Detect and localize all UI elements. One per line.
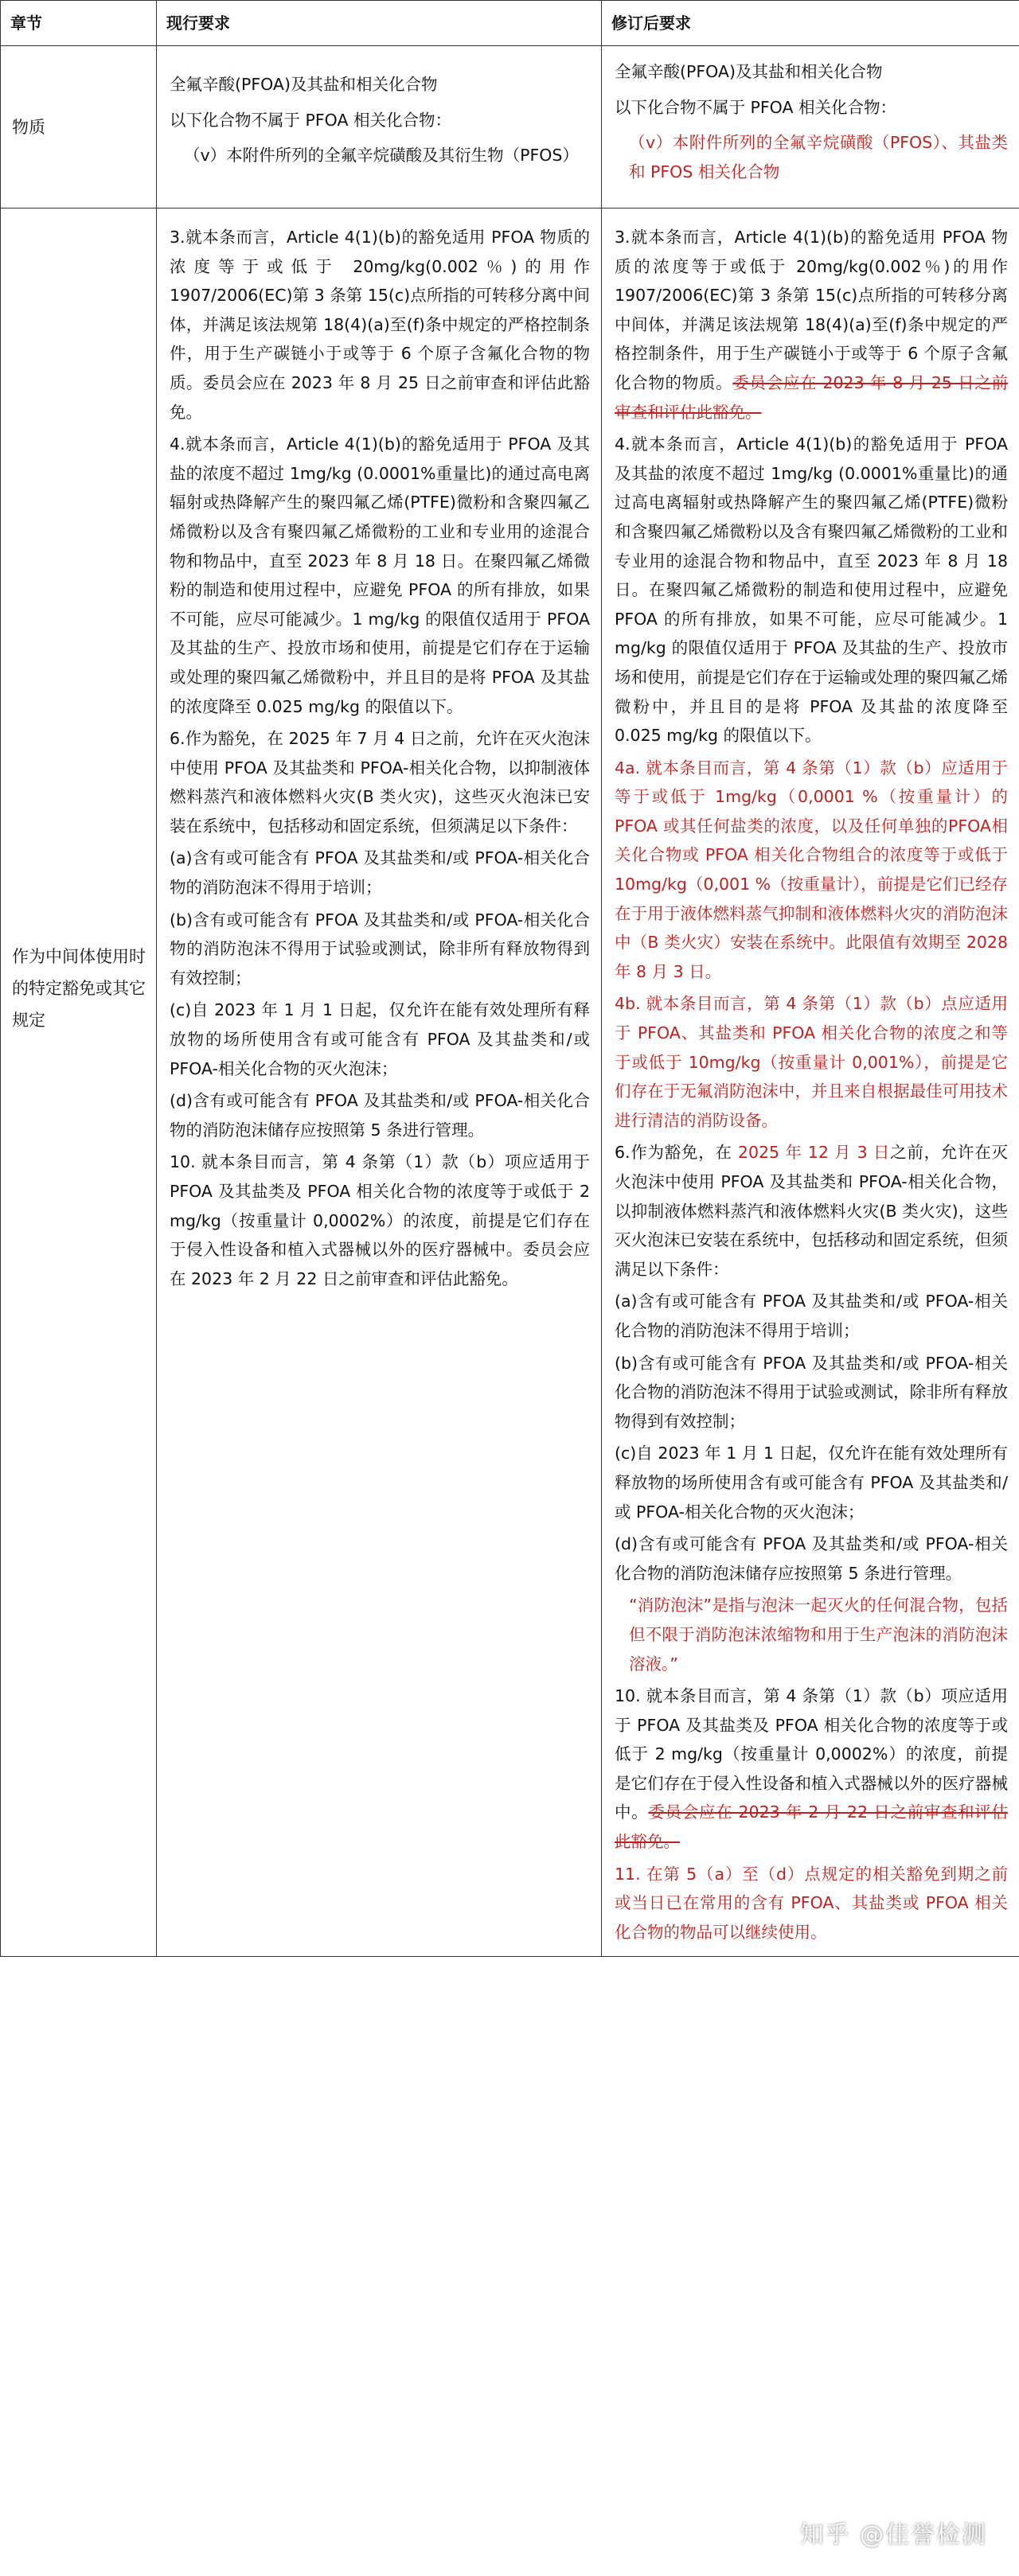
revised-cell [602, 46, 1019, 208]
row-exemptions [1, 208, 1019, 1957]
section-label: 作为中间体使用时的特定豁免或其它规定 [12, 947, 146, 1030]
paragraph-foam-definition: “消防泡沫”是指与泡沫一起灭火的任何混合物，包括但不限于消防泡沫浓缩物和用于生产泡沫的消防泡沫溶液。” [629, 1596, 1008, 1674]
current-cell [157, 46, 602, 208]
text-span: 3.就本条而言，Article 4(1)(b)的豁免适用 PFOA 物质的浓度等于或低于 20mg/kg(0.002％)的用作 1907/2006(EC)第 3 条第 15(c)点所指的可转移分离中间体，并满足该法规第 18(4)(a)至(f)条中规定的严格控制条件，用于生产碳链小于或等于 6 个原子含氟化合物的物质。 [615, 228, 1008, 392]
header-row [1, 1, 1019, 46]
header-revised: 修订后要求 [602, 1, 1019, 46]
text-line: 以下化合物不属于 PFOA 相关化合物： [170, 110, 451, 130]
header-current: 现行要求 [157, 1, 602, 46]
paragraph-3: 3.就本条而言，Article 4(1)(b)的豁免适用 PFOA 物质的浓度等于或低于 20mg/kg(0.002％)的用作 1907/2006(EC)第 3 条第 15(c)点所指的可转移分离中间体，并满足该法规第 18(4)(a)至(f)条中规定的严格控制条件，用于生产碳链小于或等于 6 个原子含氟化合物的物质。委员会应在 2023 年 8 月 25 日之前审查和评估此豁免。 [170, 228, 590, 422]
paragraph-6b: (b)含有或可能含有 PFOA 及其盐类和/或 PFOA-相关化合物的消防泡沫不得用于试验或测试，除非所有释放物得到有效控制； [170, 910, 590, 988]
paragraph-10 [615, 1682, 1008, 1857]
struck-text: 委员会应在 2023 年 8 月 25 日之前审查和评估此豁免。 [615, 372, 1009, 422]
section-label: 物质 [12, 117, 45, 137]
current-cell [157, 208, 602, 1957]
paragraph-6c: (c)自 2023 年 1 月 1 日起，仅允许在能有效处理所有释放物的场所使用含有或可能含有 PFOA 及其盐类和/或 PFOA-相关化合物的灭火泡沫； [615, 1444, 1008, 1522]
paragraph-6d: (d)含有或可能含有 PFOA 及其盐类和/或 PFOA-相关化合物的消防泡沫储存应按照第 5 条进行管理。 [615, 1534, 1008, 1583]
header-section: 章节 [1, 1, 157, 46]
revised-cell [602, 208, 1019, 1957]
text-line: 全氟辛酸(PFOA)及其盐和相关化合物 [615, 62, 883, 81]
text-span: 之前，允许在灭火泡沫中使用 PFOA 及其盐类和 PFOA-相关化合物，以抑制液体燃料蒸汽和液体燃料火灾(B 类火灾)，这些灭火泡沫已安装在系统中，包括移动和固定系统，但须满足以下条件： [615, 1143, 1008, 1279]
paragraph-6b: (b)含有或可能含有 PFOA 及其盐类和/或 PFOA-相关化合物的消防泡沫不得用于试验或测试，除非所有释放物得到有效控制； [615, 1353, 1008, 1431]
text-span: 10. 就本条目而言，第 4 条第（1）款（b）项应适用于 PFOA 及其盐类及 PFOA 相关化合物的浓度等于或低于 2 mg/kg（按重量计 0,0002%）的浓度，前提是它们存在于侵入性设备和植入式器械以外的医疗器械中。 [615, 1686, 1008, 1822]
paragraph-6c: (c)自 2023 年 1 月 1 日起，仅允许在能有效处理所有释放物的场所使用含有或可能含有 PFOA 及其盐类和/或 PFOA-相关化合物的灭火泡沫； [170, 1000, 590, 1078]
paragraph-6a: (a)含有或可能含有 PFOA 及其盐类和/或 PFOA-相关化合物的消防泡沫不得用于培训； [170, 848, 590, 898]
paragraph-6: 6.作为豁免，在 2025 年 7 月 4 日之前，允许在灭火泡沫中使用 PFOA 及其盐类和 PFOA-相关化合物，以抑制液体燃料蒸汽和液体燃料火灾(B 类火灾)，这些灭火泡沫已安装在系统中，包括移动和固定系统，但须满足以下条件： [170, 729, 590, 836]
paragraph-6d: (d)含有或可能含有 PFOA 及其盐类和/或 PFOA-相关化合物的消防泡沫储存应按照第 5 条进行管理。 [170, 1091, 590, 1140]
paragraph-4b: 4b. 就本条目而言，第 4 条第（1）款（b）点应适用于 PFOA、其盐类和 PFOA 相关化合物的浓度之和等于或低于 10mg/kg（按重量计 0,001%），前提是它们存在于无氟消防泡沫中，并且来自根据最佳可用技术进行清洁的消防设备。 [615, 994, 1008, 1130]
paragraph-6 [615, 1138, 1008, 1284]
changed-date: 2025 年 12 月 3 日 [737, 1143, 891, 1163]
text-span: 6.作为豁免，在 [615, 1143, 738, 1163]
text-line: （v）本附件所列的全氟辛烷磺酸及其衍生物（PFOS） [184, 146, 579, 166]
paragraph-6a: (a)含有或可能含有 PFOA 及其盐类和/或 PFOA-相关化合物的消防泡沫不得用于培训； [615, 1292, 1008, 1340]
paragraph-3 [615, 223, 1008, 427]
paragraph-4a: 4a. 就本条目而言，第 4 条第（1）款（b）应适用于等于或低于 1mg/kg（0,0001 %（按重量计）的 PFOA 或其任何盐类的浓度，以及任何单独的PFOA相关化合物或 PFOA 相关化合物组合的浓度等于或低于 10mg/kg（0,001 %（按重量计），前提是它们已经存在于用于液体燃料蒸气抑制和液体燃料火灾的消防泡沫中（B 类火灾）安装在系统中。此限值有效期至 2028 年 8 月 3 日。 [615, 758, 1008, 981]
row-substance [1, 46, 1019, 208]
text-line: 以下化合物不属于 PFOA 相关化合物： [615, 97, 896, 117]
paragraph-10: 10. 就本条目而言，第 4 条第（1）款（b）项应适用于 PFOA 及其盐类及 PFOA 相关化合物的浓度等于或低于 2 mg/kg（按重量计 0,0002%）的浓度，前提是它们存在于侵入性设备和植入式器械以外的医疗器械中。委员会应在 2023 年 2 月 22 日之前审查和评估此豁免。 [170, 1152, 590, 1288]
struck-text: 委员会应在 2023 年 2 月 22 日之前审查和评估此豁免。 [615, 1802, 1008, 1852]
text-line: （v）本附件所列的全氟辛烷磺酸（PFOS）、其盐类和 PFOS 相关化合物 [629, 133, 1008, 181]
watermark: 知乎 @佳誉检测 [799, 2521, 987, 2549]
text-line: 全氟辛酸(PFOA)及其盐和相关化合物 [170, 75, 438, 94]
section-cell [1, 208, 157, 1957]
section-cell [1, 46, 157, 208]
paragraph-4: 4.就本条而言，Article 4(1)(b)的豁免适用于 PFOA 及其盐的浓度不超过 1mg/kg (0.0001%重量比)的通过高电离辐射或热降解产生的聚四氟乙烯(PTFE)微粉和含聚四氟乙烯微粉以及含有聚四氟乙烯微粉的工业和专业用的途混合物和物品中，直至 2023 年 8 月 18 日。在聚四氟乙烯微粉的制造和使用过程中，应避免 PFOA 的所有排放，如果不可能，应尽可能减少。1 mg/kg 的限值仅适用于 PFOA 及其盐的生产、投放市场和使用，前提是它们存在于运输或处理的聚四氟乙烯微粉中，并且目的是将 PFOA 及其盐的浓度降至 0.025 mg/kg 的限值以下。 [615, 435, 1008, 746]
paragraph-4: 4.就本条而言，Article 4(1)(b)的豁免适用于 PFOA 及其盐的浓度不超过 1mg/kg (0.0001%重量比)的通过高电离辐射或热降解产生的聚四氟乙烯(PTFE)微粉和含聚四氟乙烯微粉以及含有聚四氟乙烯微粉的工业和专业用的途混合物和物品中，直至 2023 年 8 月 18 日。在聚四氟乙烯微粉的制造和使用过程中，应避免 PFOA 的所有排放，如果不可能，应尽可能减少。1 mg/kg 的限值仅适用于 PFOA 及其盐的生产、投放市场和使用，前提是它们存在于运输或处理的聚四氟乙烯微粉中，并且目的是将 PFOA 及其盐的浓度降至 0.025 mg/kg 的限值以下。 [170, 435, 590, 716]
paragraph-11: 11. 在第 5（a）至（d）点规定的相关豁免到期之前或当日已在常用的含有 PFOA、其盐类或 PFOA 相关化合物的物品可以继续使用。 [615, 1864, 1008, 1942]
